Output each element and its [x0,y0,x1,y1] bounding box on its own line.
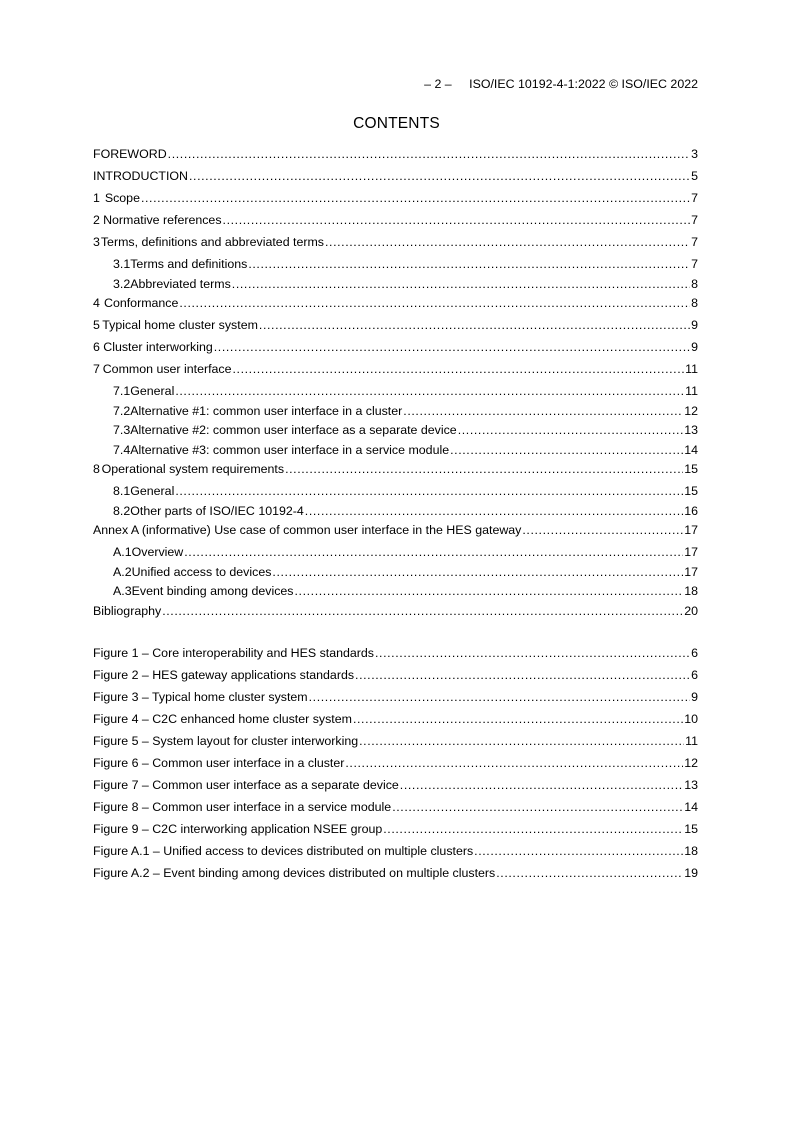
toc-entry-page: 15 [684,821,698,836]
toc-entry-title: Alternative #1: common user interface in a cluster [130,403,403,418]
dot-leader [184,544,683,560]
toc-entry[interactable] [93,361,698,383]
dot-leader [345,755,683,771]
toc-entry-number: 5 [93,318,100,332]
dot-leader [383,821,683,837]
toc-entry[interactable] [93,865,698,887]
toc-entry-page: 15 [684,462,698,476]
toc-entry[interactable] [93,146,698,168]
toc-entry-title: Typical home cluster system [102,318,258,332]
toc-entry-number: 4 [93,296,100,310]
toc-entry[interactable] [93,383,698,403]
toc-entry-title: Other parts of ISO/IEC 10192-4 [130,503,304,518]
page-title: CONTENTS [353,115,440,132]
toc-entry-number: A.3 [113,584,132,598]
toc-entry-title: Unified access to devices [131,564,272,579]
toc-entry[interactable] [93,821,698,843]
toc-entry-page: 18 [684,843,698,858]
toc-entry-title: INTRODUCTION [93,169,188,183]
toc-entry-title: Figure 6 – Common user interface in a cluster [93,755,345,770]
toc-entry-page: 5 [691,169,698,183]
toc-entry-number: 7.3 [113,423,131,437]
toc-entry-title: Annex A (informative) Use case of common user interface in the HES gateway [93,523,522,537]
toc-entry[interactable] [93,212,698,234]
toc-entry-page: 12 [684,755,698,770]
dot-leader [522,522,683,538]
dot-leader [474,843,683,859]
toc-entry[interactable] [93,843,698,865]
toc-entry-title: FOREWORD [93,147,167,161]
toc-entry[interactable] [93,603,698,625]
dot-leader [141,190,690,206]
dot-leader [355,667,690,683]
toc-entry-page: 16 [684,503,698,518]
toc-entry-page: 8 [691,296,698,310]
toc-entry-page: 7 [691,191,698,205]
dot-leader [232,276,690,292]
toc-entry[interactable] [93,317,698,339]
document-id: ISO/IEC 10192-4-1:2022 © ISO/IEC 2022 [469,77,698,91]
toc-entry-page: 14 [684,799,698,814]
toc-entry-title: Alternative #3: common user interface in a service module [130,442,450,457]
dot-leader [400,777,683,793]
toc-entry-title: Conformance [104,296,179,310]
table-of-contents [93,146,698,887]
dot-leader [233,361,685,377]
toc-entry-number: A.1 [113,545,132,559]
toc-entry[interactable] [93,711,698,733]
toc-entry-page: 3 [691,147,698,161]
toc-entry-page: 17 [684,545,698,559]
toc-entry-title: Figure 3 – Typical home cluster system [93,689,308,704]
page-number: – 2 – [424,77,452,91]
toc-entry-page: 13 [684,423,698,437]
toc-entry-page: 11 [685,362,698,376]
dot-leader [259,317,690,333]
toc-entry-number: 6 [93,340,100,354]
dot-leader [214,339,690,355]
toc-entry-page: 6 [691,645,698,660]
toc-entry-title: Scope [104,191,140,205]
toc-entry-title: Figure A.2 – Event binding among devices distributed on multiple clusters [93,865,496,880]
toc-entry[interactable] [93,234,698,256]
toc-entry-page: 13 [684,777,698,792]
toc-entry[interactable] [93,583,698,603]
toc-entry[interactable] [93,667,698,689]
toc-entry-title: General [130,484,175,498]
toc-entry-number: 8 [93,462,100,476]
toc-entry[interactable] [93,276,698,296]
toc-entry[interactable] [93,645,698,667]
toc-entry[interactable] [93,755,698,777]
toc-entry-title: Figure A.1 – Unified access to devices distributed on multiple clusters [93,843,474,858]
dot-leader [305,503,683,519]
dot-leader [450,442,683,458]
toc-entry-title: Abbreviated terms [130,276,231,291]
toc-entry[interactable] [93,733,698,755]
toc-entry-title: Common user interface [102,362,232,376]
toc-entry-number: 3 [93,235,100,249]
toc-entry-number: A.2 [113,564,132,579]
toc-entry-page: 17 [684,523,698,537]
toc-entry[interactable] [93,522,698,544]
dot-leader [309,689,690,705]
dot-leader [223,212,691,228]
toc-entry[interactable] [93,403,698,423]
toc-entry-page: 9 [691,689,698,704]
dot-leader [168,146,690,162]
toc-entry-title: Terms and definitions [130,257,248,271]
dot-leader [496,865,683,881]
toc-entry-page: 20 [684,603,698,618]
dot-leader [272,564,683,580]
toc-entry-number: 7.4 [113,442,131,457]
toc-entry-number: 3.1 [113,257,131,271]
toc-entry-title: Figure 4 – C2C enhanced home cluster system [93,711,352,726]
toc-entry-title: Alternative #2: common user interface as a separate device [130,423,457,437]
toc-entry-page: 7 [691,213,698,227]
toc-entry-page: 12 [684,403,698,418]
toc-entry-number: 7.2 [113,403,131,418]
toc-entry-page: 15 [684,484,698,498]
toc-entry-number: 2 [93,213,100,227]
toc-entry[interactable] [93,339,698,361]
toc-entry[interactable] [93,799,698,821]
dot-leader [359,733,684,749]
toc-entry-page: 7 [691,257,698,271]
toc-entry[interactable] [93,544,698,564]
toc-entry-title: Operational system requirements [101,462,285,476]
toc-entry-page: 9 [691,340,698,354]
toc-entry-title: General [130,384,175,398]
dot-leader [175,383,684,399]
toc-entry[interactable] [93,256,698,276]
dot-leader [248,256,690,272]
dot-leader [294,583,683,599]
dot-leader [179,295,690,311]
toc-entry-page: 18 [684,584,698,598]
dot-leader [392,799,683,815]
dot-leader [458,422,684,438]
toc-entry[interactable] [93,503,698,523]
dot-leader [325,234,690,250]
toc-entry-page: 7 [691,235,698,249]
toc-entry-title: Figure 7 – Common user interface as a separate device [93,777,399,792]
toc-entry[interactable] [93,483,698,503]
toc-entry-page: 19 [684,865,698,880]
dot-leader [353,711,683,727]
toc-entry-title: Figure 1 – Core interoperability and HES standards [93,645,375,660]
toc-entry-title: Figure 2 – HES gateway applications standards [93,667,355,682]
toc-entry-title: Event binding among devices [131,584,294,598]
dot-leader [285,461,683,477]
dot-leader [375,645,690,661]
toc-entry-page: 9 [691,318,698,332]
toc-entry-title: Figure 8 – Common user interface in a service module [93,799,392,814]
dot-leader [162,603,683,619]
toc-entry[interactable] [93,564,698,584]
dot-leader [403,403,683,419]
toc-entry-page: 6 [691,667,698,682]
toc-entry[interactable] [93,422,698,442]
toc-entry-title: Terms, definitions and abbreviated terms [100,235,324,249]
dot-leader [189,168,690,184]
toc-entry[interactable] [93,190,698,212]
toc-entry-number: 1 [93,191,100,205]
toc-entry-page: 14 [684,442,698,457]
toc-entry-number: 8.1 [113,484,131,498]
toc-entry-number: 8.2 [113,503,131,518]
toc-entry[interactable] [93,295,698,317]
toc-entry-title: Figure 5 – System layout for cluster interworking [93,733,359,748]
dot-leader [175,483,683,499]
toc-entry-title: Figure 9 – C2C interworking application NSEE group [93,821,383,836]
toc-entry-title: Normative references [103,213,222,227]
toc-entry-number: 7 [93,362,100,376]
toc-entry[interactable] [93,461,698,483]
toc-entry-page: 11 [685,384,698,398]
page-header [424,77,698,91]
toc-entry[interactable] [93,689,698,711]
toc-entry[interactable] [93,442,698,462]
toc-entry-number: 3.2 [113,276,131,291]
toc-entry-page: 8 [691,276,698,291]
toc-entry-title: Bibliography [93,603,162,618]
toc-entry-page: 10 [684,711,698,726]
toc-entry[interactable] [93,168,698,190]
toc-entry-page: 11 [685,733,698,748]
section-gap [93,625,698,645]
toc-entry-title: Cluster interworking [103,340,213,354]
toc-entry-number: 7.1 [113,384,131,398]
toc-entry[interactable] [93,777,698,799]
toc-entry-title: Overview [131,545,184,559]
toc-entry-page: 17 [684,564,698,579]
